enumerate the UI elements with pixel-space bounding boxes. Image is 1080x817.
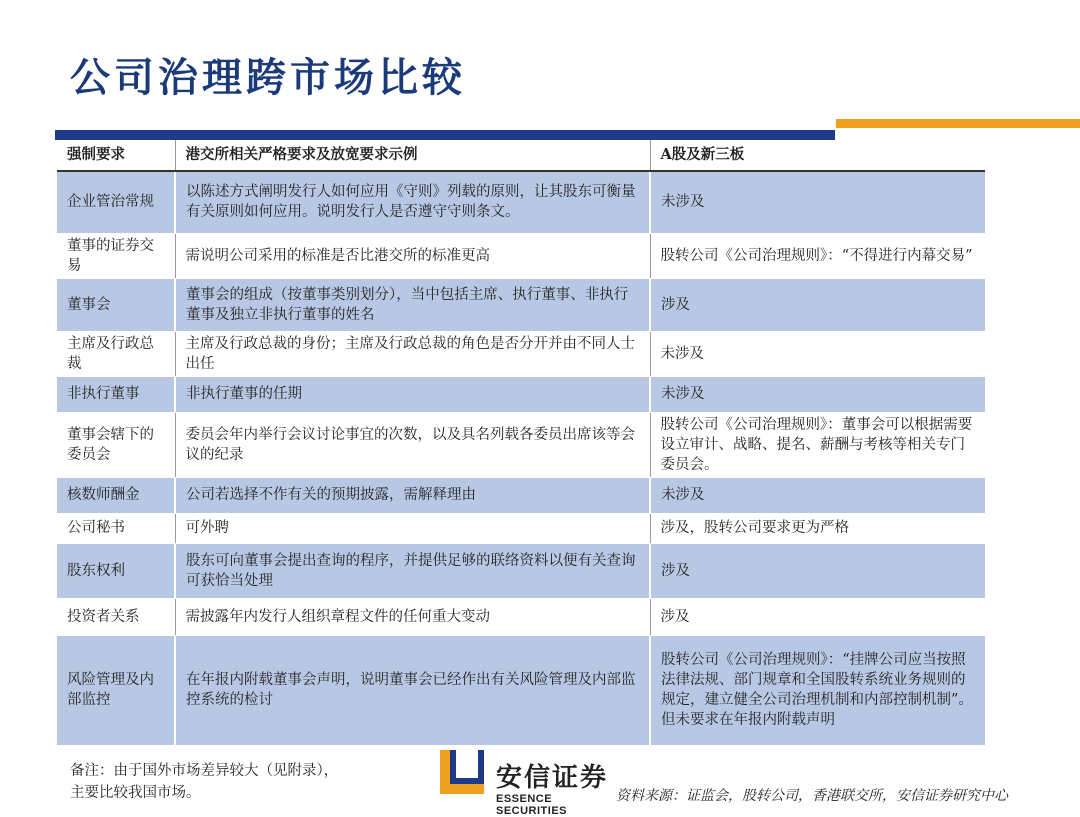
cell-a-share: 股转公司《公司治理规则》：董事会可以根据需要设立审计、战略、提名、薪酬与考核等相关专门委员会。 bbox=[650, 412, 985, 477]
cell-a-share: 未涉及 bbox=[650, 331, 985, 376]
cell-hkex: 在年报内附载董事会声明，说明董事会已经作出有关风险管理及内部监控系统的检讨 bbox=[175, 635, 650, 745]
cell-requirement: 股东权利 bbox=[57, 543, 175, 598]
cell-hkex: 以陈述方式阐明发行人如何应用《守则》列载的原则，让其股东可衡量有关原则如何应用。说明发行人是否遵守守则条文。 bbox=[175, 171, 650, 233]
table-row bbox=[57, 477, 985, 513]
table-row bbox=[57, 171, 985, 233]
table-row bbox=[57, 376, 985, 412]
cell-hkex: 可外聘 bbox=[175, 513, 650, 543]
table-row bbox=[57, 331, 985, 376]
header-requirement: 强制要求 bbox=[57, 140, 175, 171]
cell-a-share: 股转公司《公司治理规则》：“不得进行内幕交易” bbox=[650, 233, 985, 278]
header-a-share: A股及新三板 bbox=[650, 140, 985, 171]
comparison-table bbox=[57, 140, 985, 745]
cell-hkex: 委员会年内举行会议讨论事宜的次数，以及具名列载各委员出席该等会议的纪录 bbox=[175, 412, 650, 477]
table-row bbox=[57, 635, 985, 745]
cell-requirement: 投资者关系 bbox=[57, 598, 175, 635]
footnote-line-1: 备注：由于国外市场差异较大（见附录）， bbox=[70, 763, 339, 779]
table-row bbox=[57, 543, 985, 598]
cell-a-share: 涉及，股转公司要求更为严格 bbox=[650, 513, 985, 543]
cell-requirement: 非执行董事 bbox=[57, 376, 175, 412]
logo-english-name: ESSENCE SECURITIES bbox=[496, 793, 568, 817]
cell-hkex: 需披露年内发行人组织章程文件的任何重大变动 bbox=[175, 598, 650, 635]
cell-hkex: 非执行董事的任期 bbox=[175, 376, 650, 412]
table-row bbox=[57, 278, 985, 331]
cell-requirement: 主席及行政总裁 bbox=[57, 331, 175, 376]
data-source: 资料来源：证监会，股转公司，香港联交所，安信证券研究中心 bbox=[616, 788, 1008, 804]
table-body bbox=[57, 171, 985, 745]
logo-chinese-name: 安信证券 bbox=[496, 763, 609, 793]
cell-requirement: 董事的证券交易 bbox=[57, 233, 175, 278]
cell-a-share: 股转公司《公司治理规则》：“挂牌公司应当按照法律法规、部门规章和全国股转系统业务规则的规定，建立健全公司治理机制和内部控制机制”。但未要求在年报内附载声明 bbox=[650, 635, 985, 745]
cell-hkex: 董事会的组成（按董事类别划分），当中包括主席、执行董事、非执行董事及独立非执行董事的姓名 bbox=[175, 278, 650, 331]
cell-a-share: 未涉及 bbox=[650, 171, 985, 233]
cell-requirement: 核数师酬金 bbox=[57, 477, 175, 513]
cell-hkex: 需说明公司采用的标准是否比港交所的标准更高 bbox=[175, 233, 650, 278]
cell-hkex: 股东可向董事会提出查询的程序，并提供足够的联络资料以便有关查询可获恰当处理 bbox=[175, 543, 650, 598]
title-divider-blue bbox=[55, 130, 835, 140]
cell-a-share: 未涉及 bbox=[650, 376, 985, 412]
company-logo bbox=[440, 747, 620, 817]
table-row bbox=[57, 513, 985, 543]
header-hkex: 港交所相关严格要求及放宽要求示例 bbox=[175, 140, 650, 171]
cell-requirement: 公司秘书 bbox=[57, 513, 175, 543]
comparison-table-container bbox=[57, 140, 985, 745]
page-title: 公司治理跨市场比较 bbox=[70, 55, 466, 101]
cell-hkex: 主席及行政总裁的身份；主席及行政总裁的角色是否分开并由不同人士出任 bbox=[175, 331, 650, 376]
footnote-line-2: 主要比较我国市场。 bbox=[70, 785, 201, 801]
footnote bbox=[70, 760, 338, 804]
cell-requirement: 董事会 bbox=[57, 278, 175, 331]
table-row bbox=[57, 233, 985, 278]
cell-a-share: 涉及 bbox=[650, 543, 985, 598]
essence-logo-icon bbox=[440, 750, 484, 794]
cell-a-share: 涉及 bbox=[650, 278, 985, 331]
cell-requirement: 企业管治常规 bbox=[57, 171, 175, 233]
table-row bbox=[57, 598, 985, 635]
cell-requirement: 董事会辖下的委员会 bbox=[57, 412, 175, 477]
table-header-row bbox=[57, 140, 985, 171]
title-divider-orange bbox=[836, 119, 1080, 128]
cell-requirement: 风险管理及内部监控 bbox=[57, 635, 175, 745]
cell-a-share: 未涉及 bbox=[650, 477, 985, 513]
cell-hkex: 公司若选择不作有关的预期披露，需解释理由 bbox=[175, 477, 650, 513]
cell-a-share: 涉及 bbox=[650, 598, 985, 635]
table-row bbox=[57, 412, 985, 477]
